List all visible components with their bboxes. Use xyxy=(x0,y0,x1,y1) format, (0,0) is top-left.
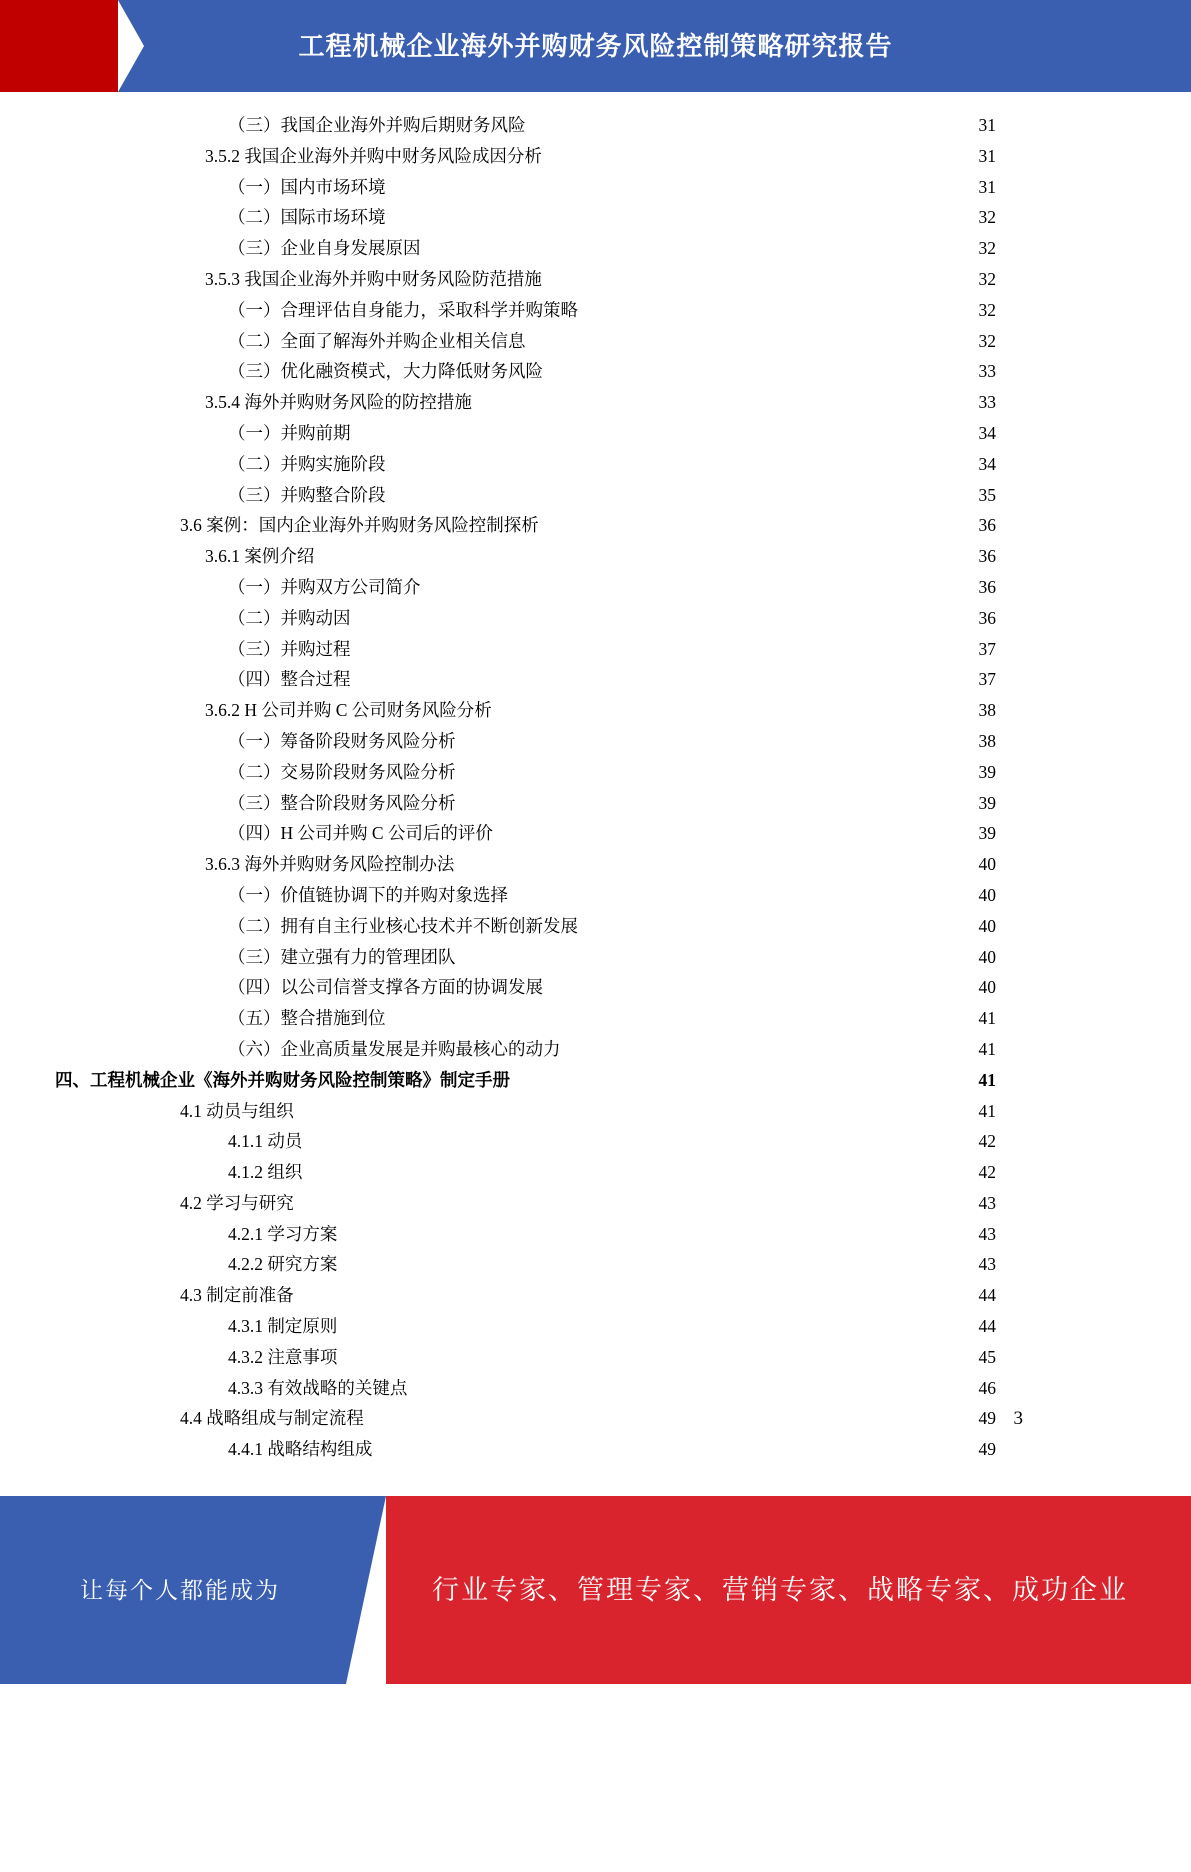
toc-entry[interactable] xyxy=(0,356,1191,387)
toc-leader-dots xyxy=(357,606,971,624)
toc-entry-label: 4.1 动员与组织 xyxy=(180,1100,294,1121)
toc-entry[interactable] xyxy=(0,480,1191,511)
toc-entry-label: （二）并购实施阶段 xyxy=(228,453,386,474)
toc-leader-dots xyxy=(357,637,971,655)
toc-leader-dots xyxy=(357,421,971,439)
toc-entry[interactable] xyxy=(0,172,1191,203)
toc-entry-label: （三）并购过程 xyxy=(228,638,351,659)
toc-entry[interactable] xyxy=(0,664,1191,695)
toc-entry[interactable] xyxy=(0,295,1191,326)
page-header xyxy=(0,0,1191,92)
toc-entry-page: 37 xyxy=(978,669,996,690)
toc-entry-page: 42 xyxy=(978,1162,996,1183)
toc-leader-dots xyxy=(548,267,970,285)
toc-leader-dots xyxy=(549,360,970,378)
toc-entry-label: 4.3 制定前准备 xyxy=(180,1285,294,1306)
toc-leader-dots xyxy=(320,545,970,563)
toc-entry-label: 4.3.3 有效战略的关键点 xyxy=(228,1377,408,1398)
toc-entry-page: 39 xyxy=(978,823,996,844)
toc-entry[interactable] xyxy=(0,1096,1191,1127)
toc-entry[interactable] xyxy=(0,264,1191,295)
toc-entry-page: 32 xyxy=(978,299,996,320)
toc-entry-label: 4.3.1 制定原则 xyxy=(228,1316,338,1337)
toc-leader-dots xyxy=(584,298,970,316)
toc-entry-label: （三）企业自身发展原因 xyxy=(228,238,421,259)
toc-leader-dots xyxy=(462,760,971,778)
toc-entry-page: 34 xyxy=(978,453,996,474)
toc-entry-label: 4.4 战略组成与制定流程 xyxy=(180,1408,364,1429)
toc-leader-dots xyxy=(357,668,971,686)
toc-entry-label: （三）并购整合阶段 xyxy=(228,484,386,505)
toc-leader-dots xyxy=(567,1037,971,1055)
table-of-contents xyxy=(0,110,1191,1465)
toc-entry-label: 四、工程机械企业《海外并购财务风险控制策略》制定手册 xyxy=(55,1069,510,1090)
toc-leader-dots xyxy=(532,329,971,347)
toc-entry[interactable] xyxy=(0,387,1191,418)
toc-entry-page: 33 xyxy=(978,392,996,413)
toc-entry-page: 41 xyxy=(978,1038,996,1059)
toc-entry-label: 4.1.1 动员 xyxy=(228,1131,303,1152)
toc-entry[interactable] xyxy=(0,972,1191,1003)
toc-entry[interactable] xyxy=(0,1126,1191,1157)
toc-entry-label: （二）并购动因 xyxy=(228,607,351,628)
toc-entry-page: 39 xyxy=(978,761,996,782)
toc-leader-dots xyxy=(308,1161,970,1179)
toc-leader-dots xyxy=(460,853,970,871)
toc-entry[interactable] xyxy=(0,326,1191,357)
toc-leader-dots xyxy=(392,1007,971,1025)
toc-entry-label: （一）并购前期 xyxy=(228,422,351,443)
toc-entry-page: 32 xyxy=(978,238,996,259)
toc-entry-page: 32 xyxy=(978,207,996,228)
toc-entry[interactable] xyxy=(0,1003,1191,1034)
toc-entry-page: 31 xyxy=(978,145,996,166)
toc-leader-dots xyxy=(462,791,971,809)
document-title: 工程机械企业海外并购财务风险控制策略研究报告 xyxy=(298,31,893,61)
toc-entry[interactable] xyxy=(0,1219,1191,1250)
toc-leader-dots xyxy=(392,175,971,193)
toc-entry-label: （二）交易阶段财务风险分析 xyxy=(228,761,456,782)
toc-leader-dots xyxy=(392,483,971,501)
toc-entry-page: 33 xyxy=(978,361,996,382)
toc-entry[interactable] xyxy=(0,849,1191,880)
footer-slogan-left: 让每个人都能成为 xyxy=(80,1577,280,1603)
toc-entry[interactable] xyxy=(0,634,1191,665)
toc-leader-dots xyxy=(462,945,971,963)
toc-leader-dots xyxy=(300,1191,970,1209)
toc-entry-page: 45 xyxy=(978,1346,996,1367)
toc-leader-dots xyxy=(427,575,971,593)
toc-entry[interactable] xyxy=(0,1034,1191,1065)
toc-entry-page: 31 xyxy=(978,115,996,135)
toc-entry-label: （五）整合措施到位 xyxy=(228,1008,386,1029)
toc-entry-page: 42 xyxy=(978,1131,996,1152)
toc-entry-label: （一）并购双方公司简介 xyxy=(228,576,421,597)
toc-entry-label: （一）国内市场环境 xyxy=(228,176,386,197)
toc-leader-dots xyxy=(343,1253,970,1271)
toc-entry-label: （三）建立强有力的管理团队 xyxy=(228,946,456,967)
toc-entry[interactable] xyxy=(0,418,1191,449)
toc-entry[interactable] xyxy=(0,141,1191,172)
toc-entry-page: 32 xyxy=(978,330,996,351)
page-footer xyxy=(0,1496,1191,1793)
toc-entry-page: 40 xyxy=(978,884,996,905)
toc-entry-label: （六）企业高质量发展是并购最核心的动力 xyxy=(228,1038,561,1059)
toc-entry-page: 44 xyxy=(978,1316,996,1337)
toc-entry-label: （一）筹备阶段财务风险分析 xyxy=(228,730,456,751)
toc-entry[interactable] xyxy=(0,1342,1191,1373)
toc-entry-label: 4.2 学习与研究 xyxy=(180,1192,294,1213)
toc-entry[interactable] xyxy=(0,541,1191,572)
toc-entry[interactable] xyxy=(0,788,1191,819)
toc-entry-page: 34 xyxy=(978,422,996,443)
toc-leader-dots xyxy=(498,699,970,717)
toc-entry-label: （四）整合过程 xyxy=(228,669,351,690)
toc-entry-label: 4.2.1 学习方案 xyxy=(228,1223,338,1244)
toc-leader-dots xyxy=(516,1068,970,1086)
toc-entry[interactable] xyxy=(0,1188,1191,1219)
toc-entry-page: 41 xyxy=(978,1100,996,1121)
toc-entry[interactable] xyxy=(0,202,1191,233)
toc-entry-label: 3.5.2 我国企业海外并购中财务风险成因分析 xyxy=(205,145,542,166)
toc-entry[interactable] xyxy=(0,449,1191,480)
toc-entry-label: （二）拥有自主行业核心技术并不断创新发展 xyxy=(228,915,578,936)
toc-entry-page: 37 xyxy=(978,638,996,659)
toc-entry-label: （四）以公司信誉支撑各方面的协调发展 xyxy=(228,977,543,998)
toc-entry[interactable] xyxy=(0,942,1191,973)
toc-leader-dots xyxy=(392,452,971,470)
toc-entry-label: 4.3.2 注意事项 xyxy=(228,1346,338,1367)
toc-entry-page: 49 xyxy=(978,1408,996,1429)
toc-entry-page: 40 xyxy=(978,977,996,998)
toc-leader-dots xyxy=(478,391,970,409)
toc-entry-page: 43 xyxy=(978,1192,996,1213)
toc-entry-label: （二）国际市场环境 xyxy=(228,207,386,228)
toc-entry[interactable] xyxy=(0,911,1191,942)
toc-entry-label: （一）合理评估自身能力，采取科学并购策略 xyxy=(228,299,578,320)
toc-entry-page: 39 xyxy=(978,792,996,813)
toc-entry[interactable] xyxy=(0,1280,1191,1311)
toc-entry-page: 46 xyxy=(978,1377,996,1398)
toc-entry-label: 4.2.2 研究方案 xyxy=(228,1254,338,1275)
toc-entry[interactable] xyxy=(0,1311,1191,1342)
toc-entry-label: 3.6.1 案例介绍 xyxy=(205,546,315,567)
toc-entry-label: 3.6.3 海外并购财务风险控制办法 xyxy=(205,854,455,875)
toc-leader-dots xyxy=(300,1284,970,1302)
toc-entry-label: （四）H 公司并购 C 公司后的评价 xyxy=(228,823,493,844)
toc-entry[interactable] xyxy=(0,603,1191,634)
toc-leader-dots xyxy=(499,822,970,840)
toc-entry-label: （三）我国企业海外并购后期财务风险 xyxy=(228,115,526,135)
toc-entry-page: 31 xyxy=(978,176,996,197)
toc-leader-dots xyxy=(308,1130,970,1148)
toc-entry-label: 4.4.1 战略结构组成 xyxy=(228,1439,373,1460)
toc-entry-page: 40 xyxy=(978,854,996,875)
toc-leader-dots xyxy=(514,883,970,901)
toc-entry-page: 43 xyxy=(978,1223,996,1244)
toc-leader-dots xyxy=(300,1099,970,1117)
footer-slogan-right: 行业专家、管理专家、营销专家、战略专家、成功企业家…… xyxy=(432,1575,1128,1793)
toc-entry-page: 41 xyxy=(978,1008,996,1029)
toc-entry-page: 40 xyxy=(978,915,996,936)
toc-entry[interactable] xyxy=(0,695,1191,726)
toc-entry[interactable] xyxy=(0,510,1191,541)
toc-entry-page: 38 xyxy=(978,700,996,721)
toc-entry-label: （一）价值链协调下的并购对象选择 xyxy=(228,884,508,905)
toc-leader-dots xyxy=(462,729,971,747)
toc-entry[interactable] xyxy=(0,233,1191,264)
toc-entry-page: 36 xyxy=(978,546,996,567)
toc-entry[interactable] xyxy=(0,1434,1191,1465)
page-number: 3 xyxy=(1013,1408,1023,1429)
toc-entry[interactable] xyxy=(0,572,1191,603)
toc-entry[interactable] xyxy=(0,110,1191,141)
toc-entry-label: 3.5.4 海外并购财务风险的防控措施 xyxy=(205,392,472,413)
toc-entry-page: 41 xyxy=(978,1069,996,1090)
toc-leader-dots xyxy=(532,114,971,132)
toc-entry-label: 4.1.2 组织 xyxy=(228,1162,303,1183)
toc-entry-page: 38 xyxy=(978,730,996,751)
toc-entry[interactable] xyxy=(0,726,1191,757)
toc-entry-label: 3.6.2 H 公司并购 C 公司财务风险分析 xyxy=(205,700,492,721)
toc-entry-page: 36 xyxy=(978,607,996,628)
toc-entry[interactable] xyxy=(0,1249,1191,1280)
toc-entry-page: 43 xyxy=(978,1254,996,1275)
toc-leader-dots xyxy=(378,1438,970,1456)
toc-leader-dots xyxy=(549,976,970,994)
toc-leader-dots xyxy=(343,1222,970,1240)
toc-entry[interactable] xyxy=(0,880,1191,911)
toc-entry-page: 35 xyxy=(978,484,996,505)
toc-leader-dots xyxy=(392,206,971,224)
toc-leader-dots xyxy=(584,914,970,932)
toc-leader-dots xyxy=(343,1315,970,1333)
toc-entry-page: 36 xyxy=(978,515,996,536)
toc-entry[interactable] xyxy=(0,818,1191,849)
toc-leader-dots xyxy=(545,514,970,532)
toc-leader-dots xyxy=(548,144,970,162)
toc-entry-label: 3.5.3 我国企业海外并购中财务风险防范措施 xyxy=(205,268,542,289)
toc-entry[interactable] xyxy=(0,1065,1191,1096)
toc-entry-page: 49 xyxy=(978,1439,996,1460)
toc-entry-page: 32 xyxy=(978,268,996,289)
toc-entry[interactable] xyxy=(0,1157,1191,1188)
toc-entry-label: （三）优化融资模式，大力降低财务风险 xyxy=(228,361,543,382)
toc-leader-dots xyxy=(427,237,971,255)
toc-leader-dots xyxy=(413,1376,970,1394)
toc-entry-label: 3.6 案例：国内企业海外并购财务风险控制探析 xyxy=(180,515,539,536)
toc-entry-page: 40 xyxy=(978,946,996,967)
toc-entry-label: （三）整合阶段财务风险分析 xyxy=(228,792,456,813)
toc-entry-page: 44 xyxy=(978,1285,996,1306)
toc-entry-label: （二）全面了解海外并购企业相关信息 xyxy=(228,330,526,351)
toc-entry-page: 36 xyxy=(978,576,996,597)
toc-leader-dots xyxy=(343,1345,970,1363)
toc-entry[interactable] xyxy=(0,757,1191,788)
toc-entry[interactable] xyxy=(0,1373,1191,1404)
